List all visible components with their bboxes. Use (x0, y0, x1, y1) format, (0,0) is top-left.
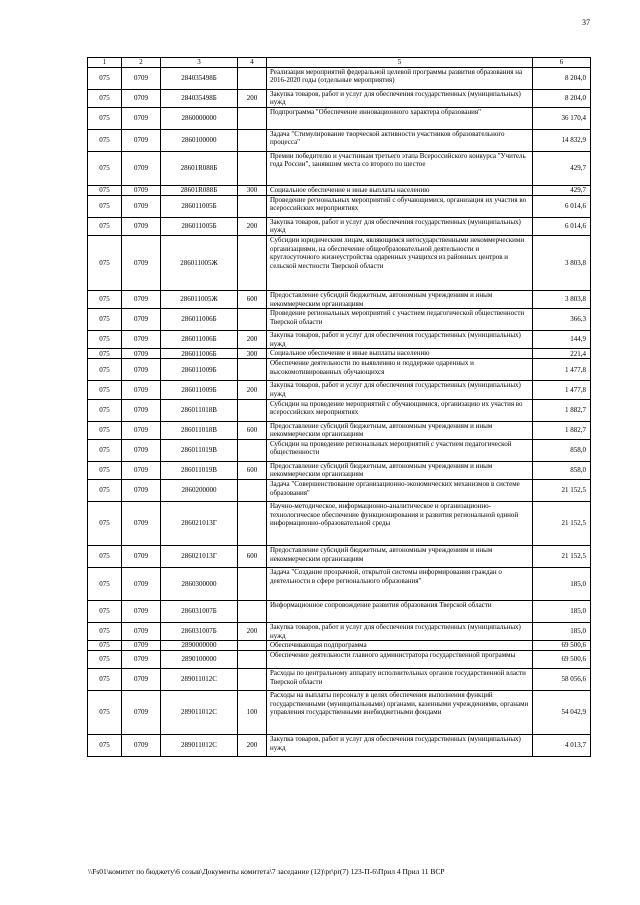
section-code-cell: 0709 (122, 622, 161, 640)
expense-type-cell (238, 195, 267, 217)
file-path-footer: \\Fs01\комитет по бюджету\6 созыв\Документы комитета\7 заседание (12)\pr\pr(7) 123-П-6\Прил 4 Прил 11 ВСР (88, 867, 445, 876)
description-cell: Субсидии на проведение региональных мероприятий с участием педагогической общественности (267, 439, 533, 461)
section-code-cell: 0709 (122, 151, 161, 185)
section-code-cell: 0709 (122, 349, 161, 359)
target-item-cell: 2860300000 (161, 567, 238, 600)
table-row (88, 479, 591, 501)
amount-cell: 8 204,0 (533, 89, 591, 107)
target-item-cell: 289011012С (161, 669, 238, 691)
column-header: 3 (161, 58, 238, 68)
section-code-cell: 0709 (122, 399, 161, 421)
expense-type-cell: 200 (238, 622, 267, 640)
description-cell: Подпрограмма "Обеспечение инновационного характера образования" (267, 107, 533, 129)
amount-cell: 144,9 (533, 331, 591, 349)
target-item-cell: 2860000000 (161, 107, 238, 129)
budget-table (87, 57, 591, 757)
agency-code-cell: 075 (88, 359, 122, 381)
target-item-cell: 286021013Г (161, 545, 238, 567)
table-row (88, 195, 591, 217)
expense-type-cell: 200 (238, 89, 267, 107)
agency-code-cell: 075 (88, 67, 122, 89)
amount-cell: 21 152,5 (533, 479, 591, 501)
table-row (88, 151, 591, 185)
section-code-cell: 0709 (122, 331, 161, 349)
description-cell: Информационное сопровождение развития образования Тверской области (267, 600, 533, 622)
amount-cell: 858,0 (533, 461, 591, 479)
section-code-cell: 0709 (122, 129, 161, 151)
agency-code-cell: 075 (88, 309, 122, 331)
section-code-cell: 0709 (122, 461, 161, 479)
agency-code-cell: 075 (88, 381, 122, 399)
target-item-cell: 284035498Б (161, 67, 238, 89)
table-row (88, 501, 591, 545)
target-item-cell: 286011006Б (161, 309, 238, 331)
expense-type-cell (238, 399, 267, 421)
description-cell: Предоставление субсидий бюджетным, автономным учреждениям и иным некоммерческим организациям (267, 421, 533, 439)
expense-type-cell (238, 107, 267, 129)
target-item-cell: 286011009Б (161, 359, 238, 381)
target-item-cell: 286011006Б (161, 331, 238, 349)
section-code-cell: 0709 (122, 501, 161, 545)
section-code-cell: 0709 (122, 600, 161, 622)
section-code-cell: 0709 (122, 309, 161, 331)
table-row (88, 107, 591, 129)
expense-type-cell (238, 439, 267, 461)
table-body (88, 67, 591, 757)
target-item-cell: 284035498Б (161, 89, 238, 107)
table-row (88, 185, 591, 195)
amount-cell: 69 500,6 (533, 651, 591, 669)
target-item-cell: 286011005Ж (161, 235, 238, 290)
target-item-cell: 289011012С (161, 691, 238, 735)
description-cell: Закупка товаров, работ и услуг для обеспечения государственных (муниципальных) нужд (267, 381, 533, 399)
agency-code-cell: 075 (88, 151, 122, 185)
expense-type-cell: 600 (238, 421, 267, 439)
section-code-cell: 0709 (122, 185, 161, 195)
table-row (88, 235, 591, 290)
agency-code-cell: 075 (88, 651, 122, 669)
target-item-cell: 286031007Б (161, 600, 238, 622)
expense-type-cell (238, 669, 267, 691)
column-header: 6 (533, 58, 591, 68)
amount-cell: 185,0 (533, 567, 591, 600)
amount-cell: 185,0 (533, 600, 591, 622)
target-item-cell: 286011018В (161, 421, 238, 439)
section-code-cell: 0709 (122, 235, 161, 290)
table-row (88, 309, 591, 331)
amount-cell: 6 014,6 (533, 217, 591, 235)
section-code-cell: 0709 (122, 669, 161, 691)
amount-cell: 58 056,6 (533, 669, 591, 691)
agency-code-cell: 075 (88, 235, 122, 290)
expense-type-cell (238, 600, 267, 622)
target-item-cell: 2860200000 (161, 479, 238, 501)
agency-code-cell: 075 (88, 129, 122, 151)
target-item-cell: 2890000000 (161, 641, 238, 651)
agency-code-cell: 075 (88, 399, 122, 421)
agency-code-cell: 075 (88, 691, 122, 735)
agency-code-cell: 075 (88, 600, 122, 622)
description-cell: Социальное обеспечение и иные выплаты населению (267, 185, 533, 195)
expense-type-cell (238, 651, 267, 669)
agency-code-cell: 075 (88, 545, 122, 567)
section-code-cell: 0709 (122, 735, 161, 757)
section-code-cell: 0709 (122, 421, 161, 439)
amount-cell: 1 477,8 (533, 359, 591, 381)
amount-cell: 185,0 (533, 622, 591, 640)
agency-code-cell: 075 (88, 331, 122, 349)
table-row (88, 67, 591, 89)
target-item-cell: 286011009Б (161, 381, 238, 399)
amount-cell: 429,7 (533, 185, 591, 195)
target-item-cell: 286011006Б (161, 349, 238, 359)
agency-code-cell: 075 (88, 421, 122, 439)
section-code-cell: 0709 (122, 195, 161, 217)
table-row (88, 349, 591, 359)
expense-type-cell: 200 (238, 381, 267, 399)
description-cell: Предоставление субсидий бюджетным, автономным учреждениям и иным некоммерческим организациям (267, 545, 533, 567)
agency-code-cell: 075 (88, 290, 122, 308)
column-header: 4 (238, 58, 267, 68)
column-header: 1 (88, 58, 122, 68)
target-item-cell: 2890100000 (161, 651, 238, 669)
amount-cell: 1 882,7 (533, 399, 591, 421)
amount-cell: 54 042,9 (533, 691, 591, 735)
description-cell: Расходы на выплаты персоналу в целях обеспечения выполнения функций государственными (муниципальными) органами, казенными учреждениями, органами управления государственными внебюджетными фондами (267, 691, 533, 735)
description-cell: Премии победителю и участникам третьего этапа Всероссийского конкурса "Учитель года России", занявшим места со второго по шестое (267, 151, 533, 185)
expense-type-cell: 600 (238, 461, 267, 479)
table-row (88, 381, 591, 399)
section-code-cell: 0709 (122, 567, 161, 600)
table-header-row (88, 58, 591, 68)
section-code-cell: 0709 (122, 217, 161, 235)
table-row (88, 421, 591, 439)
amount-cell: 6 014,6 (533, 195, 591, 217)
agency-code-cell: 075 (88, 185, 122, 195)
expense-type-cell (238, 309, 267, 331)
amount-cell: 858,0 (533, 439, 591, 461)
target-item-cell: 289011012С (161, 735, 238, 757)
expense-type-cell: 200 (238, 217, 267, 235)
description-cell: Задача "Совершенствование организационно-экономических механизмов в системе образования" (267, 479, 533, 501)
agency-code-cell: 075 (88, 567, 122, 600)
amount-cell: 429,7 (533, 151, 591, 185)
table-row (88, 567, 591, 600)
description-cell: Задача "Создание прозрачной, открытой системы информирования граждан о деятельности в сфере регионального образования" (267, 567, 533, 600)
target-item-cell: 286011018В (161, 399, 238, 421)
amount-cell: 14 832,9 (533, 129, 591, 151)
agency-code-cell: 075 (88, 107, 122, 129)
description-cell: Задача "Стимулирование творческой активности участников образовательного процесса" (267, 129, 533, 151)
section-code-cell: 0709 (122, 439, 161, 461)
amount-cell: 3 803,8 (533, 290, 591, 308)
agency-code-cell: 075 (88, 349, 122, 359)
section-code-cell: 0709 (122, 381, 161, 399)
target-item-cell: 286031007Б (161, 622, 238, 640)
description-cell: Закупка товаров, работ и услуг для обеспечения государственных (муниципальных) нужд (267, 217, 533, 235)
amount-cell: 221,4 (533, 349, 591, 359)
table-row (88, 691, 591, 735)
amount-cell: 69 500,6 (533, 641, 591, 651)
expense-type-cell (238, 501, 267, 545)
section-code-cell: 0709 (122, 359, 161, 381)
description-cell: Расходы по центральному аппарату исполнительных органов государственной власти Тверской области (267, 669, 533, 691)
expense-type-cell: 300 (238, 349, 267, 359)
amount-cell: 8 204,0 (533, 67, 591, 89)
table-row (88, 439, 591, 461)
amount-cell: 1 882,7 (533, 421, 591, 439)
expense-type-cell (238, 151, 267, 185)
expense-type-cell (238, 359, 267, 381)
agency-code-cell: 075 (88, 501, 122, 545)
expense-type-cell (238, 567, 267, 600)
table-row (88, 641, 591, 651)
section-code-cell: 0709 (122, 479, 161, 501)
section-code-cell: 0709 (122, 67, 161, 89)
table-row (88, 600, 591, 622)
description-cell: Предоставление субсидий бюджетным, автономным учреждениям и иным некоммерческим организациям (267, 290, 533, 308)
expense-type-cell: 100 (238, 691, 267, 735)
agency-code-cell: 075 (88, 89, 122, 107)
expense-type-cell (238, 67, 267, 89)
target-item-cell: 286011005Б (161, 195, 238, 217)
column-header: 2 (122, 58, 161, 68)
amount-cell: 3 803,8 (533, 235, 591, 290)
description-cell: Реализация мероприятий федеральной целевой программы развития образования на 2016-2020 годы (отдельные мероприятия) (267, 67, 533, 89)
description-cell: Закупка товаров, работ и услуг для обеспечения государственных (муниципальных) нужд (267, 89, 533, 107)
expense-type-cell (238, 641, 267, 651)
agency-code-cell: 075 (88, 641, 122, 651)
table-row (88, 290, 591, 308)
expense-type-cell: 600 (238, 290, 267, 308)
description-cell: Закупка товаров, работ и услуг для обеспечения государственных (муниципальных) нужд (267, 331, 533, 349)
expense-type-cell (238, 479, 267, 501)
section-code-cell: 0709 (122, 545, 161, 567)
agency-code-cell: 075 (88, 622, 122, 640)
target-item-cell: 2860100000 (161, 129, 238, 151)
table-row (88, 217, 591, 235)
section-code-cell: 0709 (122, 107, 161, 129)
table-row (88, 669, 591, 691)
description-cell: Научно-методическое, информационно-аналитическое и организационно-технологическое обеспечение функционирования и развития региональной единой информационно-образовательной среды (267, 501, 533, 545)
target-item-cell: 286011005Б (161, 217, 238, 235)
description-cell: Проведение региональных мероприятий с обучающимися, организация их участия во всероссийских мероприятиях (267, 195, 533, 217)
page-number: 37 (582, 18, 590, 27)
amount-cell: 21 152,5 (533, 545, 591, 567)
description-cell: Проведение региональных мероприятий с участием педагогической общественности Тверской области (267, 309, 533, 331)
target-item-cell: 28601R088Б (161, 185, 238, 195)
expense-type-cell: 200 (238, 735, 267, 757)
target-item-cell: 286011019В (161, 439, 238, 461)
section-code-cell: 0709 (122, 290, 161, 308)
description-cell: Субсидии юридическим лицам, являющимся негосударственными некоммерческими организациями, на обеспечение общеобразовательной деятельности и круглосуточного жизнеустройства одаренных учащихся из районных центров и сельской местности Тверской области (267, 235, 533, 290)
description-cell: Обеспечение деятельности главного администратора государственной программы (267, 651, 533, 669)
amount-cell: 21 152,5 (533, 501, 591, 545)
agency-code-cell: 075 (88, 669, 122, 691)
table-row (88, 622, 591, 640)
amount-cell: 1 477,8 (533, 381, 591, 399)
section-code-cell: 0709 (122, 691, 161, 735)
description-cell: Обеспечение деятельности по выявлению и поддержке одаренных и высокомотивированных обучающихся (267, 359, 533, 381)
target-item-cell: 286011019В (161, 461, 238, 479)
description-cell: Субсидии на проведение мероприятий с обучающимися, организацию их участия во всероссийских мероприятиях (267, 399, 533, 421)
description-cell: Закупка товаров, работ и услуг для обеспечения государственных (муниципальных) нужд (267, 735, 533, 757)
column-header: 5 (267, 58, 533, 68)
table-row (88, 89, 591, 107)
agency-code-cell: 075 (88, 479, 122, 501)
table-row (88, 545, 591, 567)
expense-type-cell: 200 (238, 331, 267, 349)
agency-code-cell: 075 (88, 217, 122, 235)
expense-type-cell (238, 235, 267, 290)
table-row (88, 461, 591, 479)
target-item-cell: 286011005Ж (161, 290, 238, 308)
table-row (88, 129, 591, 151)
agency-code-cell: 075 (88, 461, 122, 479)
expense-type-cell: 300 (238, 185, 267, 195)
expense-type-cell (238, 129, 267, 151)
section-code-cell: 0709 (122, 651, 161, 669)
description-cell: Закупка товаров, работ и услуг для обеспечения государственных (муниципальных) нужд (267, 622, 533, 640)
target-item-cell: 28601R088Б (161, 151, 238, 185)
agency-code-cell: 075 (88, 735, 122, 757)
table-row (88, 331, 591, 349)
amount-cell: 36 170,4 (533, 107, 591, 129)
agency-code-cell: 075 (88, 439, 122, 461)
table-row (88, 735, 591, 757)
amount-cell: 366,3 (533, 309, 591, 331)
target-item-cell: 286021013Г (161, 501, 238, 545)
agency-code-cell: 075 (88, 195, 122, 217)
expense-type-cell: 600 (238, 545, 267, 567)
description-cell: Обеспечивающая подпрограмма (267, 641, 533, 651)
section-code-cell: 0709 (122, 89, 161, 107)
table-row (88, 399, 591, 421)
section-code-cell: 0709 (122, 641, 161, 651)
description-cell: Предоставление субсидий бюджетным, автономным учреждениям и иным некоммерческим организациям (267, 461, 533, 479)
description-cell: Социальное обеспечение и иные выплаты населению (267, 349, 533, 359)
table-row (88, 651, 591, 669)
table-row (88, 359, 591, 381)
amount-cell: 4 013,7 (533, 735, 591, 757)
